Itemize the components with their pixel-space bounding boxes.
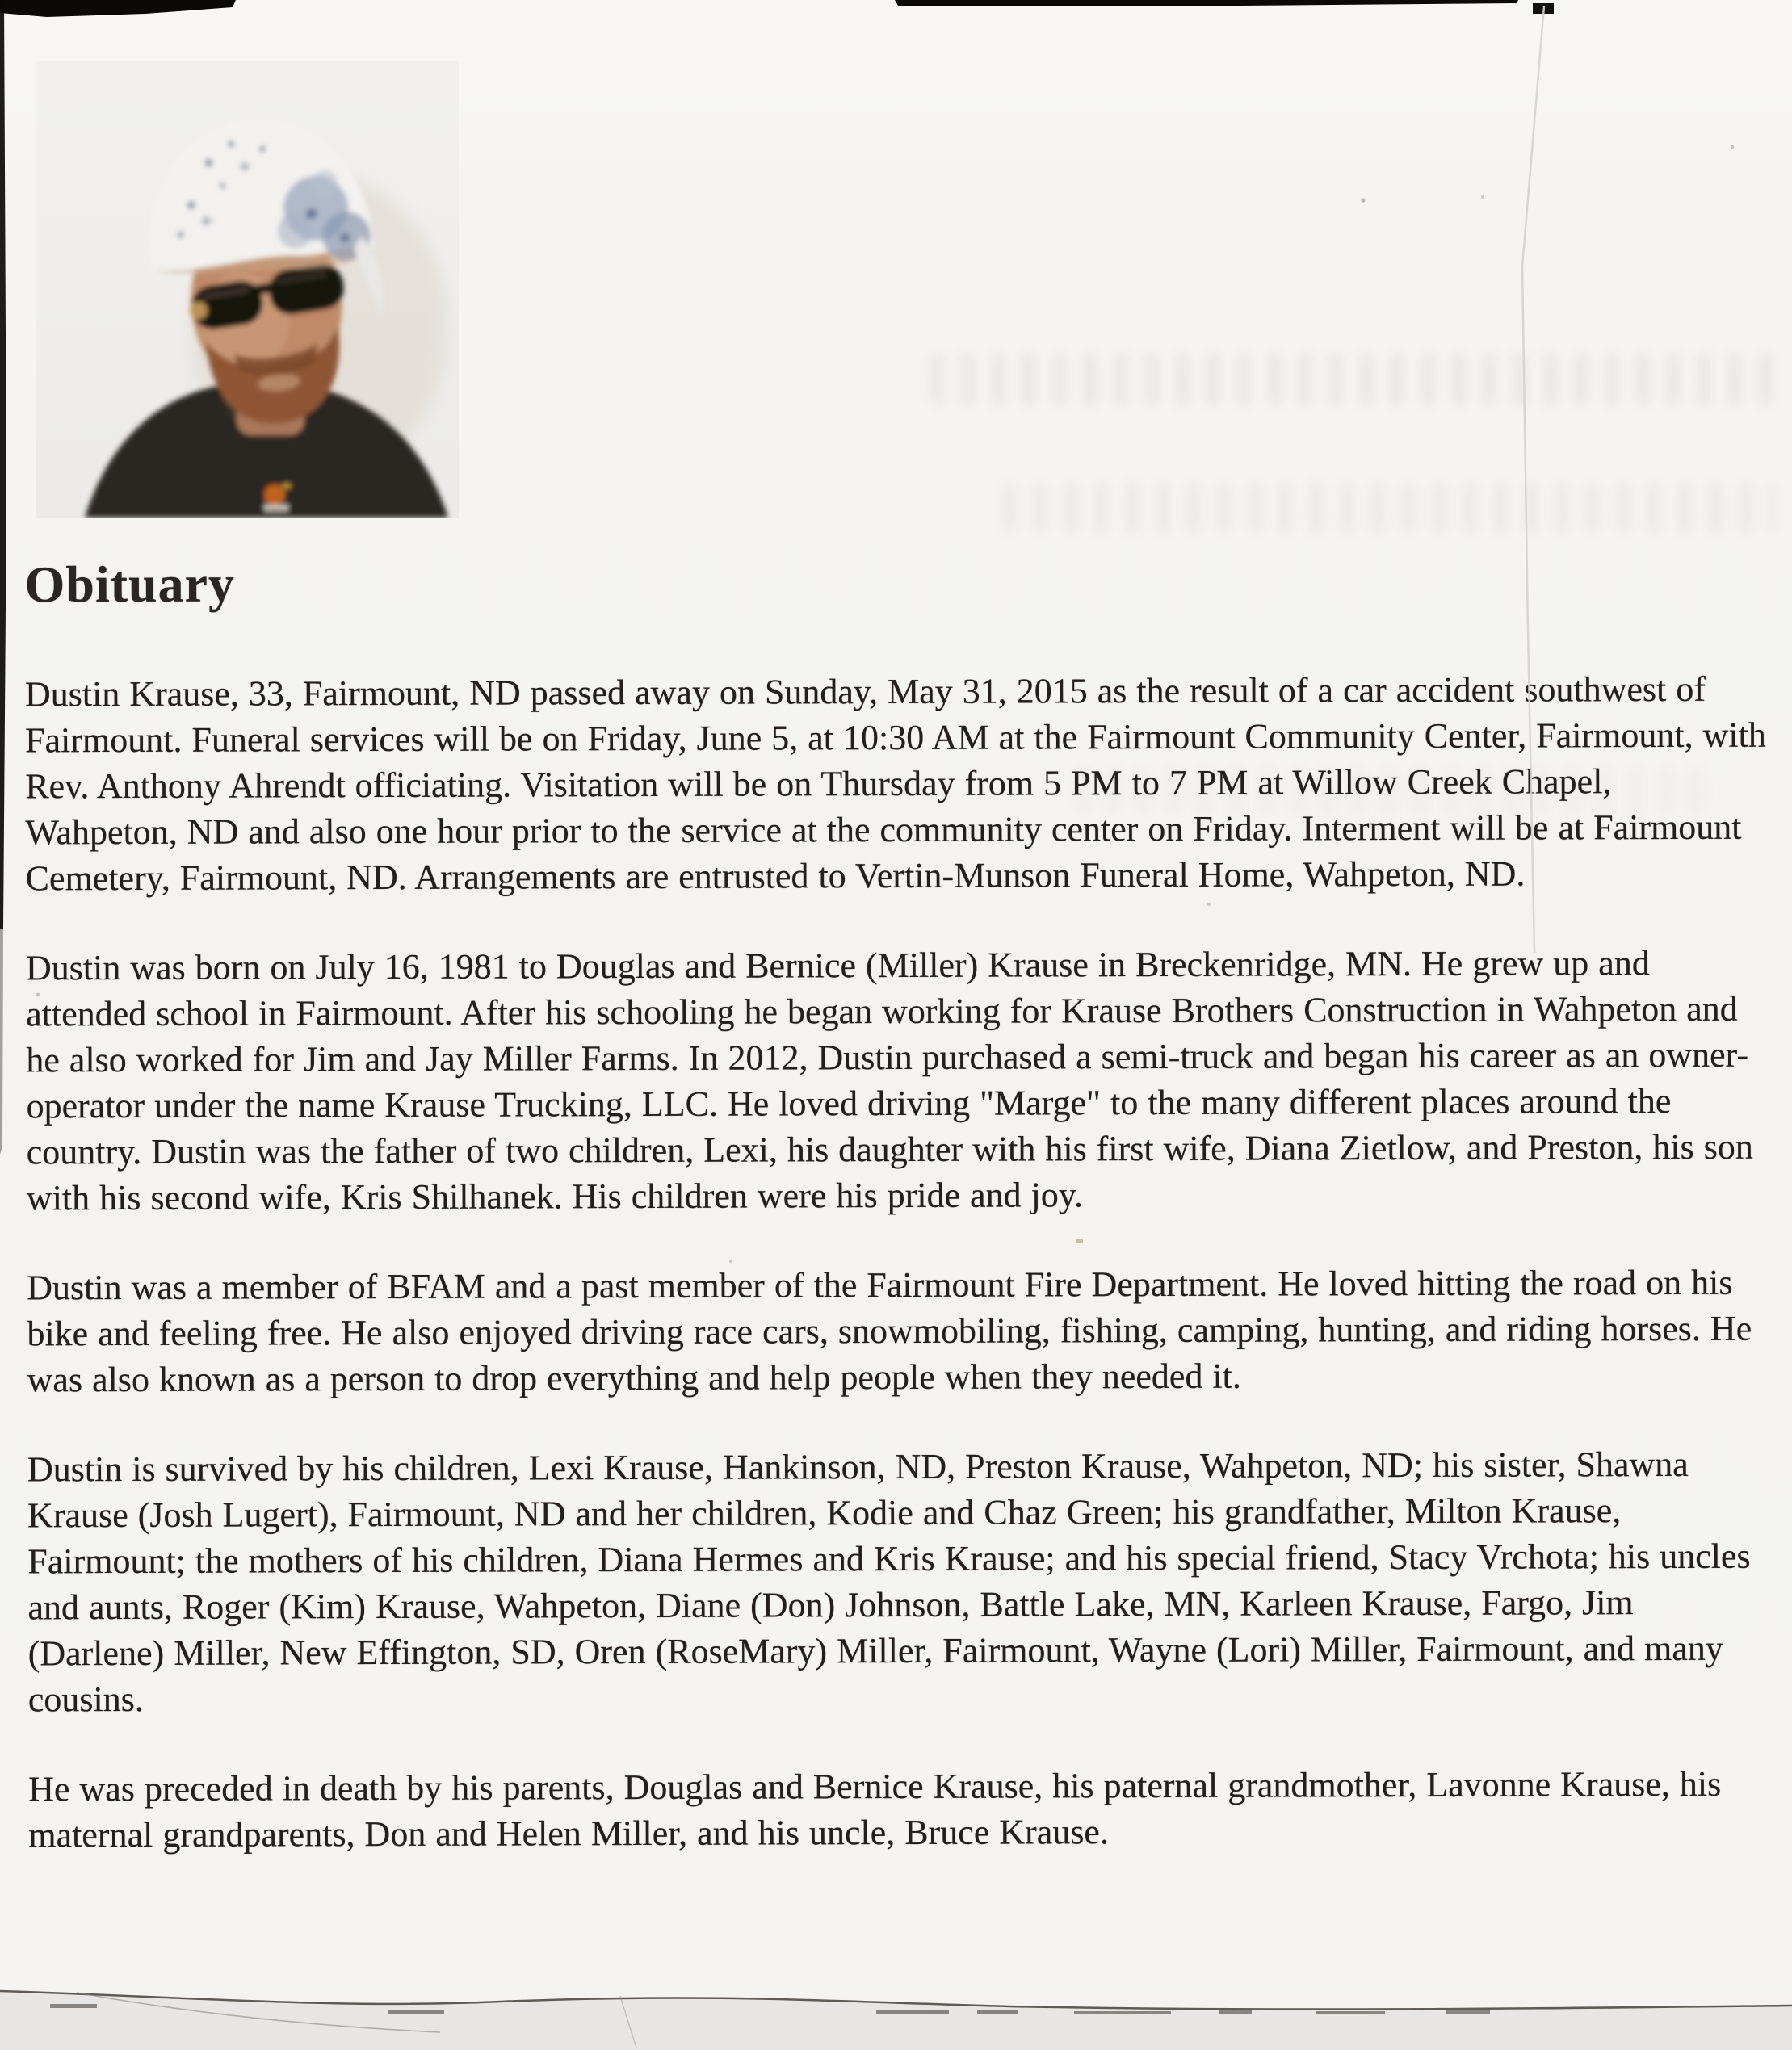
cutoff-text-remnants [50, 2004, 1490, 2014]
top-thin-black-line [895, 0, 1518, 6]
bottom-scanner-strip [0, 1991, 1792, 2050]
top-right-black-mark [1533, 3, 1554, 14]
obituary-paragraph-2: Dustin was born on July 16, 1981 to Douglas and Bernice (Miller) Krause in Breckenridge, MN. He grew up and attended school in Fairmount. After his schooling he began working for Krause Brothers Construction in Wahpeton and he also worked for Jim and Jay Miller Farms. In 2012, Dustin purchased a semi-truck and began his career as an owner-operator under the name Krause Trucking, LLC. He loved driving "Marge" to the many different places around the country. Dustin was the father of two children, Lexi, his daughter with his first wife, Diana Zietlow, and Preston, his son with his second wife, Kris Shilhanek. His children were his pride and joy. [25, 943, 1753, 1218]
bleed-through-ghost [1001, 483, 1777, 533]
scratch-line [620, 1996, 636, 2048]
obituary-paragraph-3: Dustin was a member of BFAM and a past member of the Fairmount Fire Department. He loved hitting the road on his bike and feeling free. He also enjoyed driving race cars, snowmobiling, fishing, camping, hunting, and riding horses. He was also known as a person to drop everything and help people when they needed it. [27, 1262, 1752, 1400]
obituary-paragraph-5: He was preceded in death by his parents, Douglas and Bernice Krause, his paternal grandmother, Lavonne Krause, his maternal grandparents, Don and Helen Miller, and his uncle, Bruce Krause. [28, 1763, 1722, 1855]
scratch-line [77, 1993, 440, 2032]
left-edge-black-fade [0, 929, 3, 1155]
top-left-black-bar [0, 0, 236, 17]
bleed-through-ghost [929, 354, 1777, 405]
left-edge-black-line [0, 0, 6, 929]
page-title: Obituary [24, 555, 236, 614]
obituary-paragraph-1: Dustin Krause, 33, Fairmount, ND passed away on Sunday, May 31, 2015 as the result of a car accident southwest of Fairmount. Funeral services will be on Friday, June 5, at 10:30 AM at the Fairmount Community Center, Fairmount, with Rev. Anthony Ahrendt officiating. Visitation will be on Thursday from 5 PM to 7 PM at Willow Creek Chapel, Wahpeton, ND and also one hour prior to the service at the community center on Friday. Interment will be at Fairmount Cemetery, Fairmount, ND. Arrangements are entrusted to Vertin-Munson Funeral Home, Wahpeton, ND. [24, 669, 1766, 899]
bottom-tear-line [0, 1991, 1792, 2010]
obituary-content [24, 551, 1773, 1902]
portrait-photo [36, 61, 459, 518]
obituary-paragraph-4: Dustin is survived by his children, Lexi Krause, Hankinson, ND, Preston Krause, Wahpeton, ND; his sister, Shawna Krause (Josh Lugert), Fairmount, ND and her children, Kodie and Chaz Green; his grandfather, Milton Krause, Fairmount; the mothers of his children, Diana Hermes and Kris Krause; and his special friend, Stacy Vrchota; his uncles and aunts, Roger (Kim) Krause, Wahpeton, Diane (Don) Johnson, Battle Lake, MN, Karleen Krause, Fargo, Jim (Darlene) Miller, New Effington, SD, Oren (RoseMary) Miller, Fairmount, Wayne (Lori) Miller, Fairmount, and many cousins. [27, 1444, 1751, 1720]
